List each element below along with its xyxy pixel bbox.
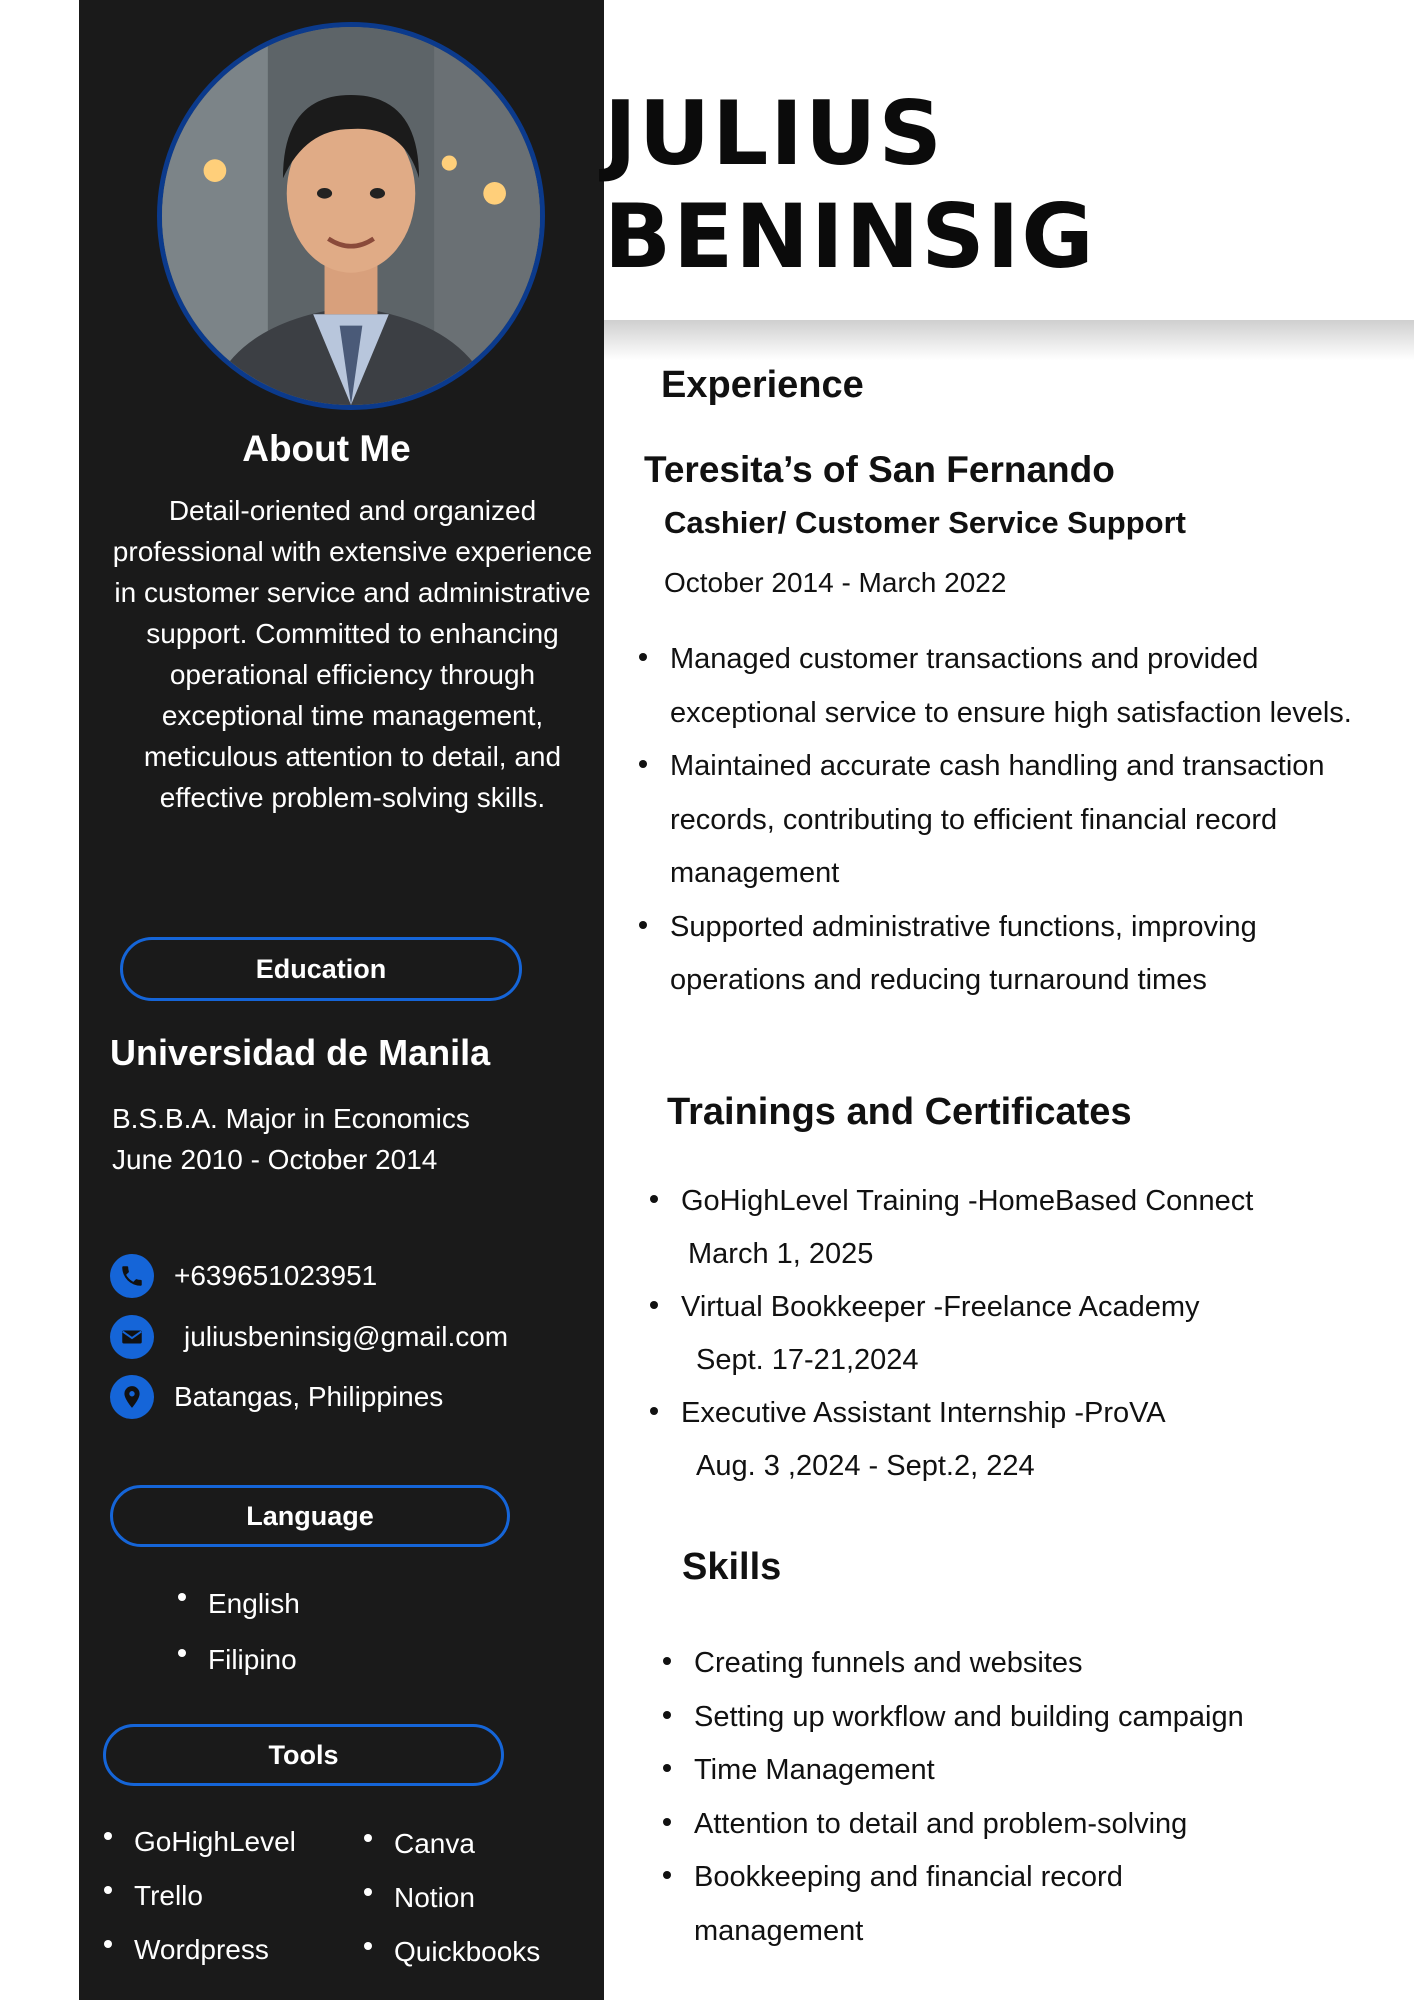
location-pin-icon (110, 1375, 154, 1419)
skill-item: Setting up workflow and building campaign (661, 1691, 1361, 1745)
email-address: juliusbeninsig@gmail.com (184, 1321, 509, 1352)
about-body: Detail-oriented and organized professional with extensive experience in customer service and administrative support. Committed to enhancing operational efficiency through exceptional time management, meticulous attention to detail, and effective problem-solving skills. (112, 495, 593, 813)
tools-heading (103, 1724, 504, 1786)
experience-bullet: Managed customer transactions and provided exceptional service to ensure high satisfaction levels. (637, 633, 1357, 740)
trainings-list (648, 1175, 1368, 1493)
tools-list-col2 (364, 1817, 540, 1979)
training-item (648, 1281, 1368, 1387)
language-label: Language (246, 1500, 374, 1531)
contact-email (110, 1315, 508, 1359)
experience-title: Experience (661, 364, 864, 406)
contact-phone (110, 1254, 377, 1298)
job-dates: October 2014 - March 2022 (664, 567, 1007, 598)
company-name: Teresita’s of San Fernando (644, 449, 1115, 490)
skill-item: Bookkeeping and financial record management (661, 1851, 1254, 1958)
training-item (648, 1387, 1368, 1493)
school-name: Universidad de Manila (110, 1032, 491, 1073)
location-text: Batangas, Philippines (174, 1381, 444, 1412)
tool-item: Wordpress (104, 1923, 296, 1977)
skill-item: Time Management (661, 1744, 1361, 1798)
tool-item: Quickbooks (364, 1925, 540, 1979)
degree-info (112, 1098, 470, 1180)
profile-photo (157, 22, 545, 410)
degree: B.S.B.A. Major in Economics (112, 1103, 470, 1134)
training-date: Aug. 3 ,2024 - Sept.2, 224 (696, 1450, 1035, 1482)
tool-item: Canva (364, 1817, 540, 1871)
about-title: About Me (242, 428, 411, 469)
job-role: Cashier/ Customer Service Support (664, 505, 1186, 540)
tool-item: Trello (104, 1869, 296, 1923)
training-name: Executive Assistant Internship -ProVA (681, 1397, 1166, 1429)
trainings-title: Trainings and Certificates (667, 1091, 1132, 1133)
experience-bullets (637, 633, 1357, 1008)
phone-icon (110, 1254, 154, 1298)
skills-title: Skills (682, 1546, 782, 1588)
skill-item: Attention to detail and problem-solving (661, 1798, 1361, 1852)
header-shadow-band (604, 320, 1414, 360)
experience-bullet: Maintained accurate cash handling and transaction records, contributing to efficient financial record management (637, 740, 1357, 901)
phone-number: +639651023951 (174, 1260, 378, 1291)
tools-label: Tools (268, 1739, 339, 1770)
envelope-icon (110, 1315, 154, 1359)
experience-bullet: Supported administrative functions, improving operations and reducing turnaround times (637, 901, 1357, 1008)
training-name: Virtual Bookkeeper -Freelance Academy (681, 1291, 1200, 1323)
training-date: March 1, 2025 (688, 1238, 874, 1270)
training-name: GoHighLevel Training -HomeBased Connect (681, 1185, 1254, 1217)
contact-location (110, 1375, 443, 1419)
language-list (178, 1576, 300, 1688)
tools-list-col1 (104, 1815, 296, 1977)
language-item: Filipino (178, 1632, 300, 1688)
education-heading (120, 937, 522, 1001)
training-item (648, 1175, 1368, 1281)
language-heading (110, 1485, 510, 1547)
language-item: English (178, 1576, 300, 1632)
tool-item: Notion (364, 1871, 540, 1925)
skill-item: Creating funnels and websites (661, 1637, 1361, 1691)
tool-item: GoHighLevel (104, 1815, 296, 1869)
profile-photo-illustration (162, 27, 540, 405)
education-label: Education (255, 953, 387, 984)
training-date: Sept. 17-21,2024 (696, 1344, 919, 1376)
skills-list (661, 1637, 1361, 1958)
education-dates: June 2010 - October 2014 (112, 1144, 438, 1175)
full-name: JULIUS BENINSIG (604, 82, 1096, 288)
